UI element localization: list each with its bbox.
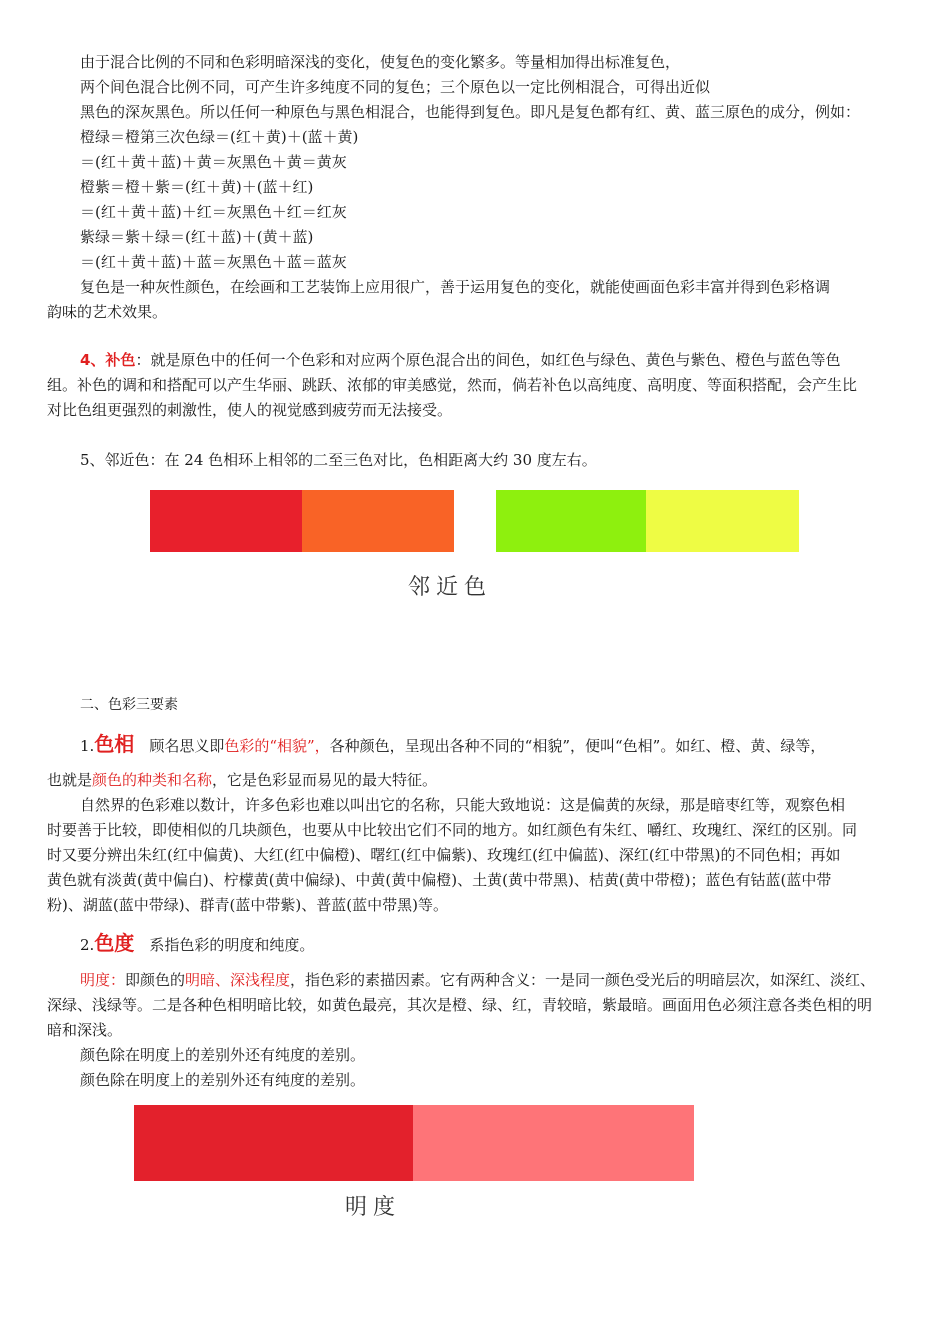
formula-line: ＝(红＋黄＋蓝)＋红＝灰黑色＋红＝红灰 [80, 203, 347, 221]
formula-line: 紫绿＝紫＋绿＝(红＋蓝)＋(黄＋蓝) [80, 228, 314, 246]
adjacent-swatch-green [496, 490, 646, 552]
hue-term: 色相 [94, 732, 135, 756]
adjacent-swatch-red [150, 490, 302, 552]
hue-paragraph-line: 粉)、湖蓝(蓝中带绿)、群青(蓝中带紫)、普蓝(蓝中带黑)等。 [47, 896, 448, 914]
hue-paragraph-line: 时要善于比较，即使相似的几块颜色，也要从中比较出它们不同的地方。如红颜色有朱红、嚼红、玫瑰红、深红的区别。同 [47, 821, 858, 839]
brightness-paragraph-line: 明度：即颜色的明暗、深浅程度，指色彩的素描因素。它有两种含义：一是同一颜色受光后的明暗层次，如深红、淡红、 [80, 971, 876, 989]
brightness-swatch-dark [134, 1105, 413, 1181]
formula-line: ＝(红＋黄＋蓝)＋黄＝灰黑色＋黄＝黄灰 [80, 153, 347, 171]
complement-heading: 4、补色 [80, 351, 136, 369]
brightness-swatch-light [413, 1105, 694, 1181]
brightness-caption: 明度 [345, 1195, 402, 1220]
complement-paragraph-line: 对比色组更强烈的刺激性，使人的视觉感到疲劳而无法接受。 [47, 401, 453, 419]
paragraph-line: 黑色的深灰黑色。所以任何一种原色与黑色相混合，也能得到复色。即凡是复色都有红、黄、蓝三原色的成分，例如： [80, 103, 861, 121]
adjacent-caption: 邻近色 [408, 575, 493, 600]
paragraph-line: 颜色除在明度上的差别外还有纯度的差别。 [80, 1046, 366, 1064]
complement-paragraph-line: 4、补色：就是原色中的任何一个色彩和对应两个原色混合出的间色，如红色与绿色、黄色与紫色、橙色与蓝色等色 [80, 351, 841, 369]
adjacent-swatch-yellow [646, 490, 799, 552]
hue-paragraph-line: 也就是颜色的种类和名称，它是色彩显而易见的最大特征。 [47, 771, 438, 789]
degree-term: 色度 [94, 931, 135, 955]
paragraph-line: 两个间色混合比例不同，可产生许多纯度不同的复色；三个原色以一定比例相混合，可得出近似 [80, 78, 711, 96]
complement-paragraph-line: 组。补色的调和和搭配可以产生华丽、跳跃、浓郁的审美感觉，然而，倘若补色以高纯度、高明度、等面积搭配，会产生比 [47, 376, 858, 394]
degree-heading-line: 2.色度 系指色彩的明度和纯度。 [80, 931, 315, 955]
formula-line: 橙绿＝橙第三次色绿＝(红＋黄)＋(蓝＋黄) [80, 128, 359, 146]
section-title: 二、色彩三要素 [80, 697, 178, 713]
hue-heading-line: 1.色相 顾名思义即色彩的“相貌”，各种颜色，呈现出各种不同的“相貌”，便叫“色相”。如红、橙、黄、绿等， [80, 732, 826, 756]
paragraph-line: 颜色除在明度上的差别外还有纯度的差别。 [80, 1071, 366, 1089]
hue-paragraph-line: 时又要分辨出朱红(红中偏黄)、大红(红中偏橙)、曙红(红中偏紫)、玫瑰红(红中偏蓝)、深红(红中带黑)的不同色相；再如 [47, 846, 841, 864]
adjacent-color-text: 5、邻近色：在 24 色相环上相邻的二至三色对比，色相距离大约 30 度左右。 [80, 451, 597, 469]
formula-line: ＝(红＋黄＋蓝)＋蓝＝灰黑色＋蓝＝蓝灰 [80, 253, 347, 271]
hue-paragraph-line: 黄色就有淡黄(黄中偏白)、柠檬黄(黄中偏绿)、中黄(黄中偏橙)、土黄(黄中带黑)、桔黄(黄中带橙)；蓝色有钴蓝(蓝中带 [47, 871, 832, 889]
paragraph-line: 复色是一种灰性颜色，在绘画和工艺装饰上应用很广，善于运用复色的变化，就能使画面色彩丰富并得到色彩格调 [80, 278, 831, 296]
paragraph-line: 由于混合比例的不同和色彩明暗深浅的变化，使复色的变化繁多。等量相加得出标准复色， [80, 53, 681, 71]
adjacent-swatch-orange [302, 490, 454, 552]
brightness-paragraph-line: 深绿、浅绿等。二是各种色相明暗比较，如黄色最亮，其次是橙、绿、红，青较暗，紫最暗。画面用色必须注意各类色相的明 [47, 996, 873, 1014]
brightness-paragraph-line: 暗和深浅。 [47, 1021, 123, 1039]
hue-paragraph-line: 自然界的色彩难以数计，许多色彩也难以叫出它的名称，只能大致地说：这是偏黄的灰绿，那是暗枣红等，观察色相 [80, 796, 846, 814]
formula-line: 橙紫＝橙＋紫＝(红＋黄)＋(蓝＋红) [80, 178, 314, 196]
paragraph-line: 韵味的艺术效果。 [47, 303, 168, 321]
